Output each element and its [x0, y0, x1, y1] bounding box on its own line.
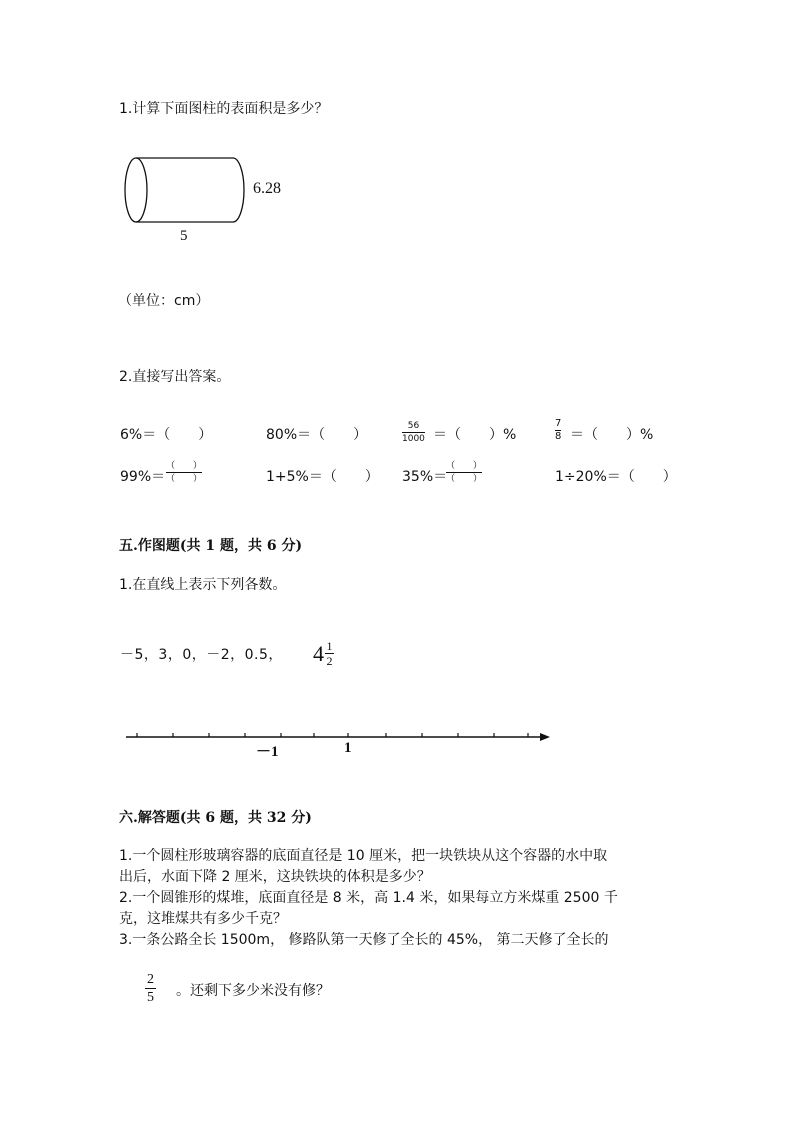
cylinder-figure — [120, 152, 250, 232]
item-99-percent-lead: 99%＝ — [120, 469, 166, 485]
tick-label-1: 1 — [344, 740, 352, 756]
item-1-plus-5-percent: 1+5%＝（ ） — [266, 469, 379, 485]
fraction-numerator: 56 — [407, 421, 420, 431]
fraction-bar — [402, 432, 425, 433]
fraction-denominator: （ ） — [446, 474, 483, 484]
mixed-number-whole: 4 — [313, 640, 324, 666]
fraction-numerator: （ ） — [446, 461, 483, 471]
unit-note: （单位：cm） — [118, 293, 210, 309]
fraction-numerator: 2 — [147, 972, 154, 987]
fraction-denominator: 2 — [326, 654, 333, 668]
fraction-numerator: （ ） — [166, 461, 203, 471]
fraction-56-over-1000 — [402, 421, 425, 444]
fraction-bar — [145, 988, 156, 989]
section-5-heading: 五.作图题(共 1 题，共 6 分) — [119, 538, 303, 554]
fraction-bar — [166, 472, 202, 473]
fraction-denominator: 1000 — [402, 434, 425, 444]
item-35-percent-lead: 35%＝ — [402, 469, 448, 485]
item-1-div-20-percent: 1÷20%＝（ ） — [555, 469, 677, 485]
problem-3-fraction — [145, 972, 156, 1005]
problem-3-line-1: 3.一条公路全长 1500m， 修路队第一天修了全长的 45%， 第二天修了全长的 — [119, 932, 609, 948]
fraction-denominator: （ ） — [166, 474, 203, 484]
problem-1-line-2: 出后，水面下降 2 厘米，这块铁块的体积是多少？ — [119, 869, 431, 885]
numbers-list: －5，3，0，－2，0.5， — [120, 647, 283, 663]
fraction-7-over-8 — [555, 419, 561, 442]
cylinder-circumference-label: 6.28 — [253, 180, 281, 197]
problem-list — [119, 846, 679, 951]
problem-2-line-2: 克，这堆煤共有多少千克？ — [119, 911, 287, 927]
problem-3-tail: 。还剩下多少米没有修？ — [176, 983, 330, 999]
section-6-heading: 六.解答题(共 6 题，共 32 分) — [119, 810, 312, 826]
question-number-line: 1.在直线上表示下列各数。 — [119, 577, 287, 593]
mixed-number — [313, 640, 334, 667]
tick-label-neg-1: －1 — [256, 744, 279, 760]
question-direct-answers: 2.直接写出答案。 — [119, 369, 231, 385]
fraction-numerator: 7 — [555, 418, 562, 429]
mixed-number-fraction — [325, 640, 334, 667]
fraction-blank-99 — [166, 461, 202, 484]
fraction-numerator: 1 — [326, 639, 333, 653]
item-6-percent: 6%＝（ ） — [120, 427, 213, 443]
fraction-blank-35 — [446, 461, 482, 484]
item-7-over-8-tail: ＝（ ）% — [570, 427, 654, 443]
problem-2-line-1: 2.一个圆锥形的煤堆，底面直径是 8 米，高 1.4 米，如果每立方米煤重 2500 千 — [119, 890, 618, 906]
number-line[interactable] — [120, 725, 560, 749]
fraction-denominator: 8 — [555, 431, 562, 442]
item-56-over-1000-tail: ＝（ ）% — [433, 427, 517, 443]
item-80-percent: 80%＝（ ） — [266, 427, 368, 443]
fraction-bar — [446, 472, 482, 473]
cylinder-length-label: 5 — [180, 228, 188, 244]
fraction-denominator: 5 — [147, 990, 154, 1005]
question-cylinder-area: 1.计算下面图柱的表面积是多少？ — [119, 101, 329, 117]
problem-1-line-1: 1.一个圆柱形玻璃容器的底面直径是 10 厘米，把一块铁块从这个容器的水中取 — [119, 848, 608, 864]
